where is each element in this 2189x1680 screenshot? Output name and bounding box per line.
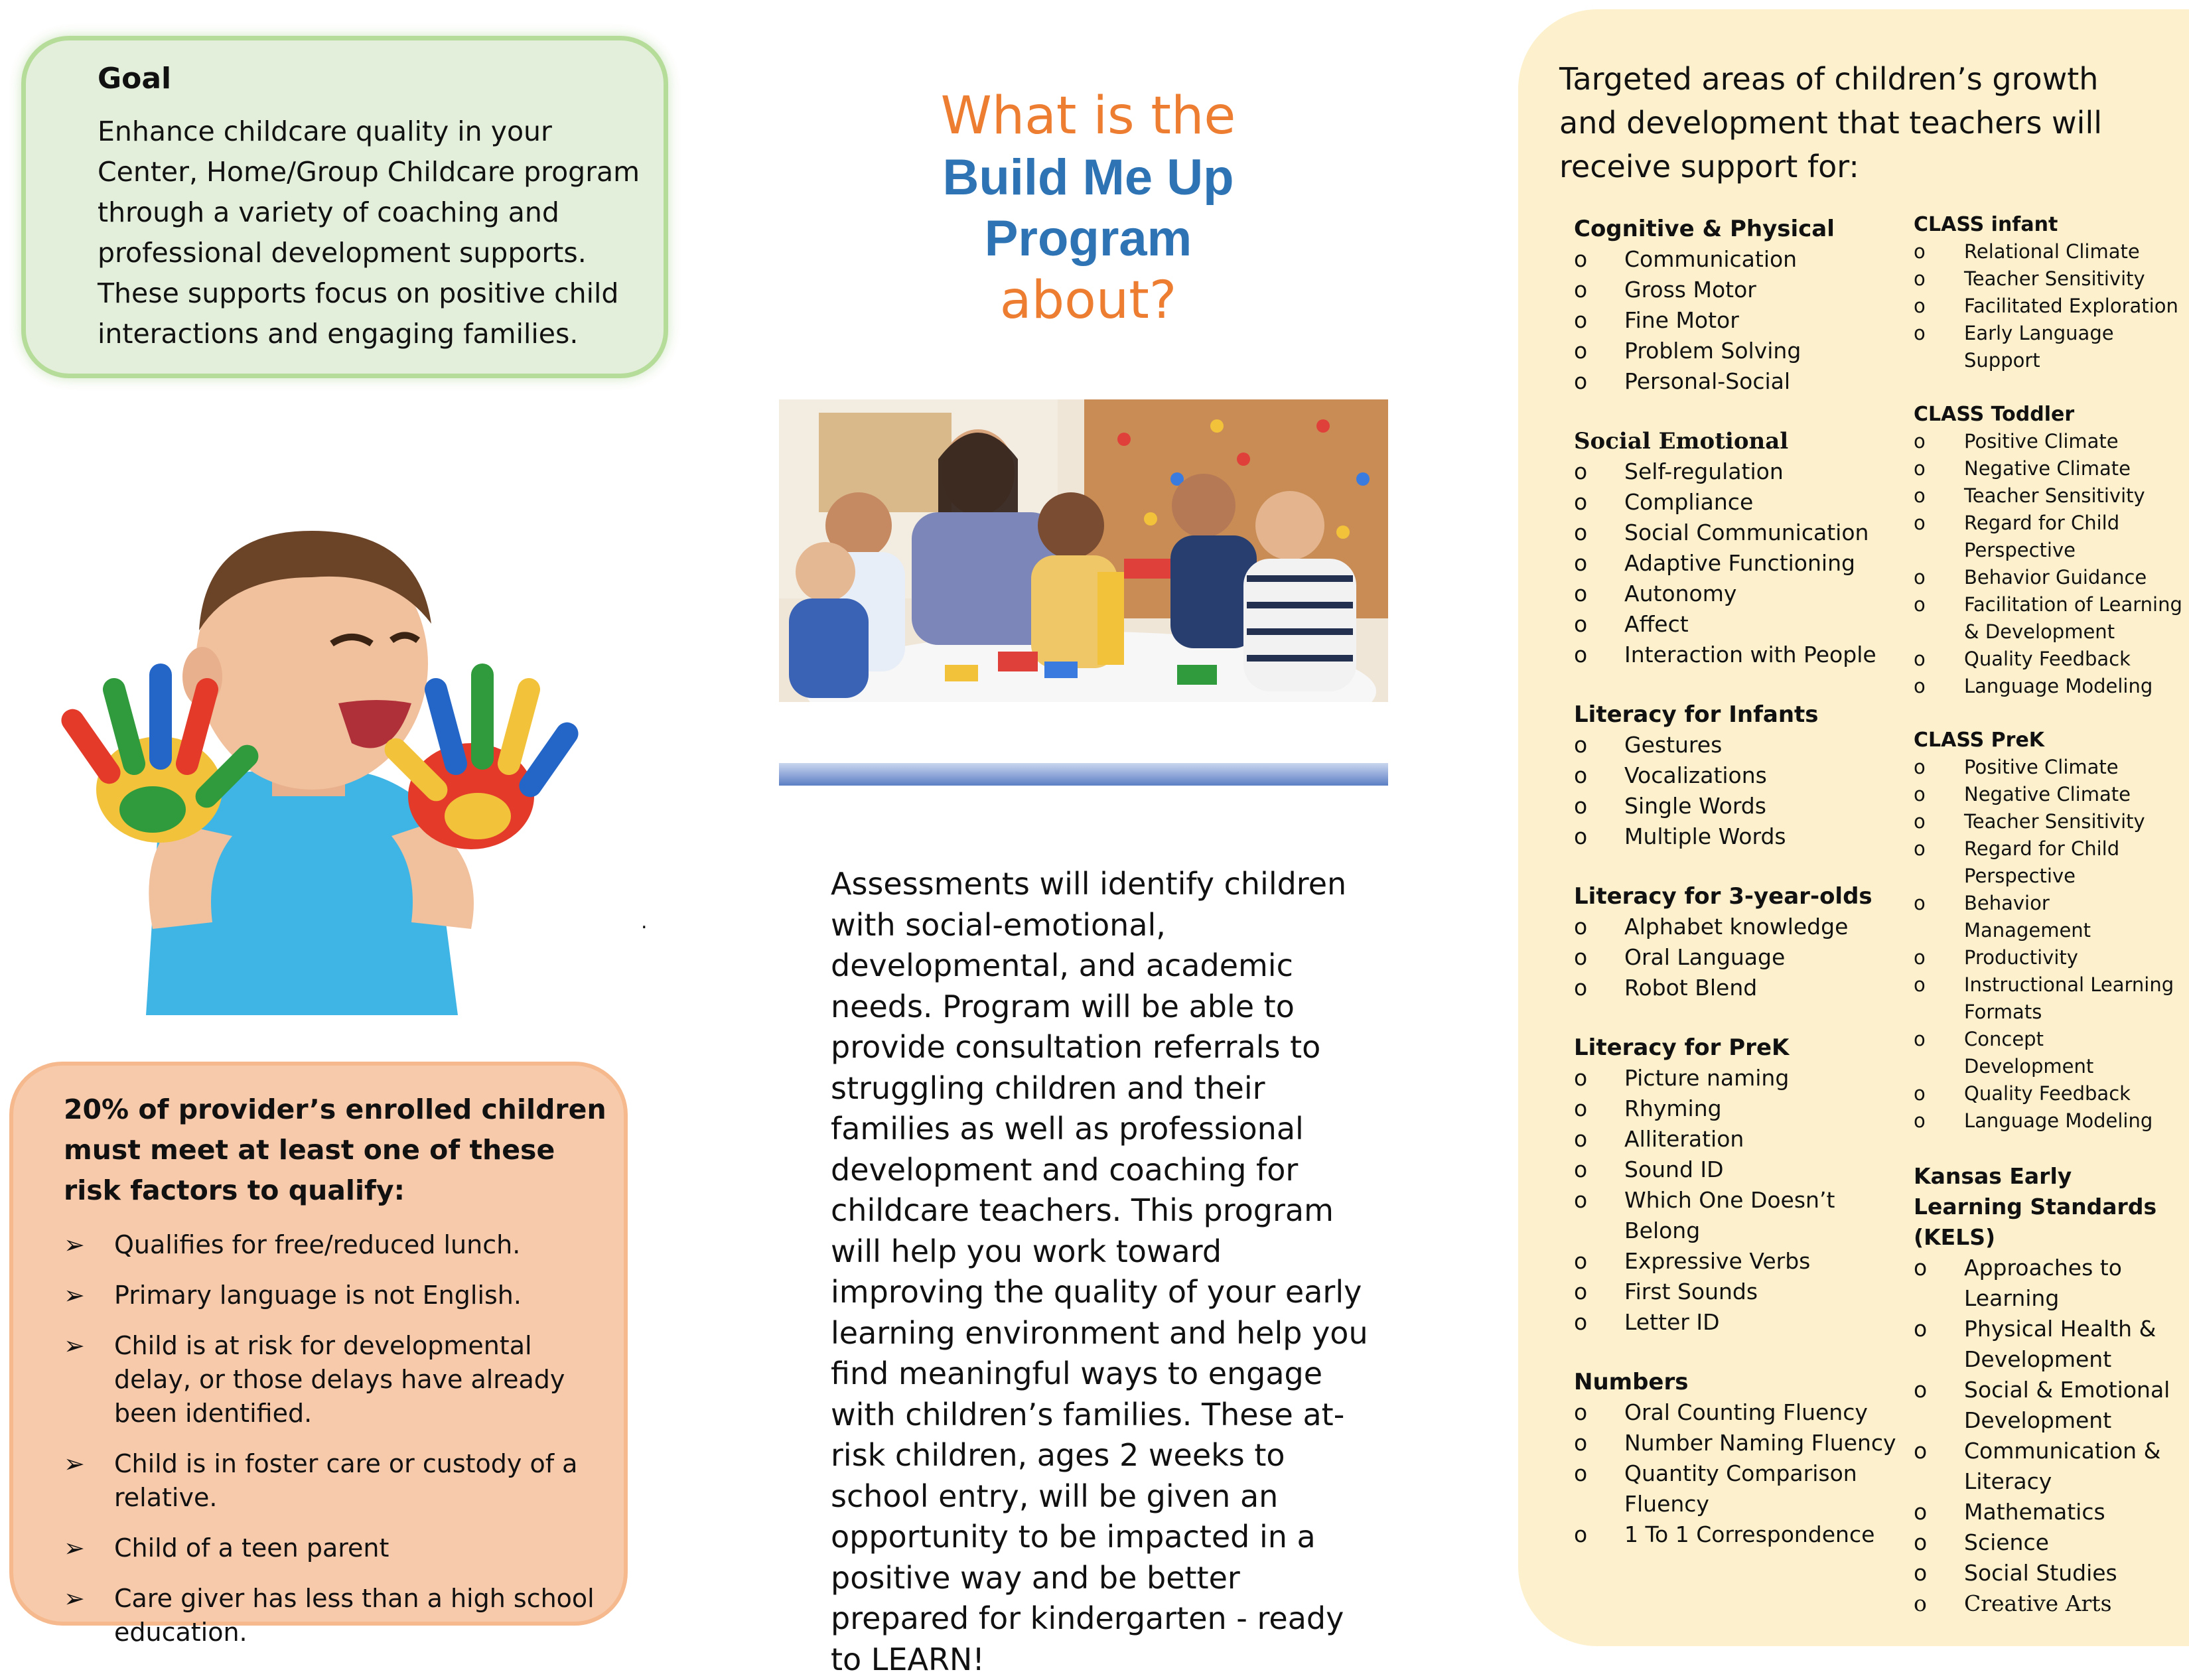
section-social-emotional: Social Emotional o Self-regulation o Compliance o Social Communication o Adaptive Functioning o Autonomy o Affect o Interaction with People	[1574, 428, 1876, 667]
section-literacy-3yo: Literacy for 3-year-olds o Alphabet knowledge o Oral Language o Robot Blend	[1574, 883, 1872, 1001]
risk-item: ➢ Child is at risk for developmental delay, or those delays have already been identified.	[64, 1329, 610, 1431]
risk-item: ➢ Primary language is not English.	[64, 1279, 610, 1312]
risk-item: ➢ Child is in foster care or custody of a relative.	[64, 1447, 610, 1515]
divider-bar	[779, 763, 1388, 786]
child-painted-hands-photo	[60, 464, 584, 1015]
goal-box	[21, 36, 668, 378]
section-class-toddler: CLASS Toddler o Positive Climate o Negative Climate o Teacher Sensitivity o Regard for Child Perspective o Behavior Guidance o Facilitation of Learning & Development o Quality Feedback o Language Modeling	[1914, 403, 2182, 697]
goal-text: Enhance childcare quality in your Center, Home/Group Childcare program through a variety of coaching and professional development supports. These supports focus on positive child interactions and engaging families.	[98, 115, 640, 350]
stray-dot: .	[641, 910, 648, 934]
heading-line-2: Build Me Up	[942, 149, 1234, 206]
section-cognitive-physical: Cognitive & Physical o Communication o Gross Motor o Fine Motor o Problem Solving o Personal-Social	[1574, 216, 1835, 394]
targeted-intro: Targeted areas of children’s growth and development that teachers will receive support for:	[1559, 61, 2103, 184]
classroom-photo	[779, 399, 1388, 702]
assessment-paragraph: Assessments will identify children with social-emotional, developmental, and academic needs. Program will be able to provide consultation referrals to struggling children and their families as well as professional development and coaching for childcare teachers. This program will help you work toward improving the quality of your early learning environment and help you find meaningful ways to engage with children’s families. These at-risk children, ages 2 weeks to school entry, will be given an opportunity to be impacted in a positive way and be better prepared for kindergarten - ready to LEARN!	[831, 866, 1368, 1677]
risk-item: ➢ Qualifies for free/reduced lunch.	[64, 1228, 610, 1262]
arrow-bullet-icon: ➢	[64, 1230, 85, 1259]
section-numbers: Numbers o Oral Counting Fluency o Number Naming Fluency o Quantity Comparison Fluency o 1 To 1 Correspondence	[1574, 1369, 1896, 1547]
section-literacy-prek: Literacy for PreK o Picture naming o Rhyming o Alliteration o Sound ID o Which One Doesn’t Belong o Expressive Verbs o First Sounds o Letter ID	[1574, 1034, 1835, 1335]
arrow-bullet-icon: ➢	[64, 1281, 85, 1310]
program-heading	[796, 85, 1380, 332]
targeted-left-column	[1574, 214, 1919, 1579]
section-kels: Kansas Early Learning Standards (KELS) o Approaches to Learning o Physical Health & Development o Social & Emotional Development o Communication & Literacy o Mathematics o Science o Social Studies o Creative Arts	[1914, 1163, 2170, 1616]
risk-item: ➢ Child of a teen parent	[64, 1531, 610, 1565]
targeted-right-column	[1914, 211, 2182, 1645]
risk-list	[64, 1228, 610, 1649]
risk-item: ➢ Care giver has less than a high school education.	[64, 1582, 610, 1649]
arrow-bullet-icon: ➢	[64, 1533, 85, 1563]
heading-line-3: Program	[984, 210, 1192, 267]
arrow-bullet-icon: ➢	[64, 1331, 85, 1360]
section-class-infant: CLASS infant o Relational Climate o Teacher Sensitivity o Facilitated Exploration o Early Language Support	[1914, 213, 2178, 372]
section-literacy-infants: Literacy for Infants o Gestures o Vocalizations o Single Words o Multiple Words	[1574, 701, 1819, 849]
arrow-bullet-icon: ➢	[64, 1584, 85, 1613]
arrow-bullet-icon: ➢	[64, 1449, 85, 1478]
heading-line-4: about?	[999, 271, 1177, 330]
risk-title: 20% of provider’s enrolled children must meet at least one of these risk factors to qualify:	[64, 1093, 606, 1206]
risk-factors-box	[9, 1062, 628, 1647]
section-class-prek: CLASS PreK o Positive Climate o Negative Climate o Teacher Sensitivity o Regard for Child Perspective o Behavior Management o Productivity o Instructional Learning Formats o Concept Development o Quality Feedback o Language Modeling	[1914, 729, 2174, 1132]
goal-title: Goal	[98, 62, 172, 96]
heading-line-1: What is the	[940, 86, 1236, 146]
